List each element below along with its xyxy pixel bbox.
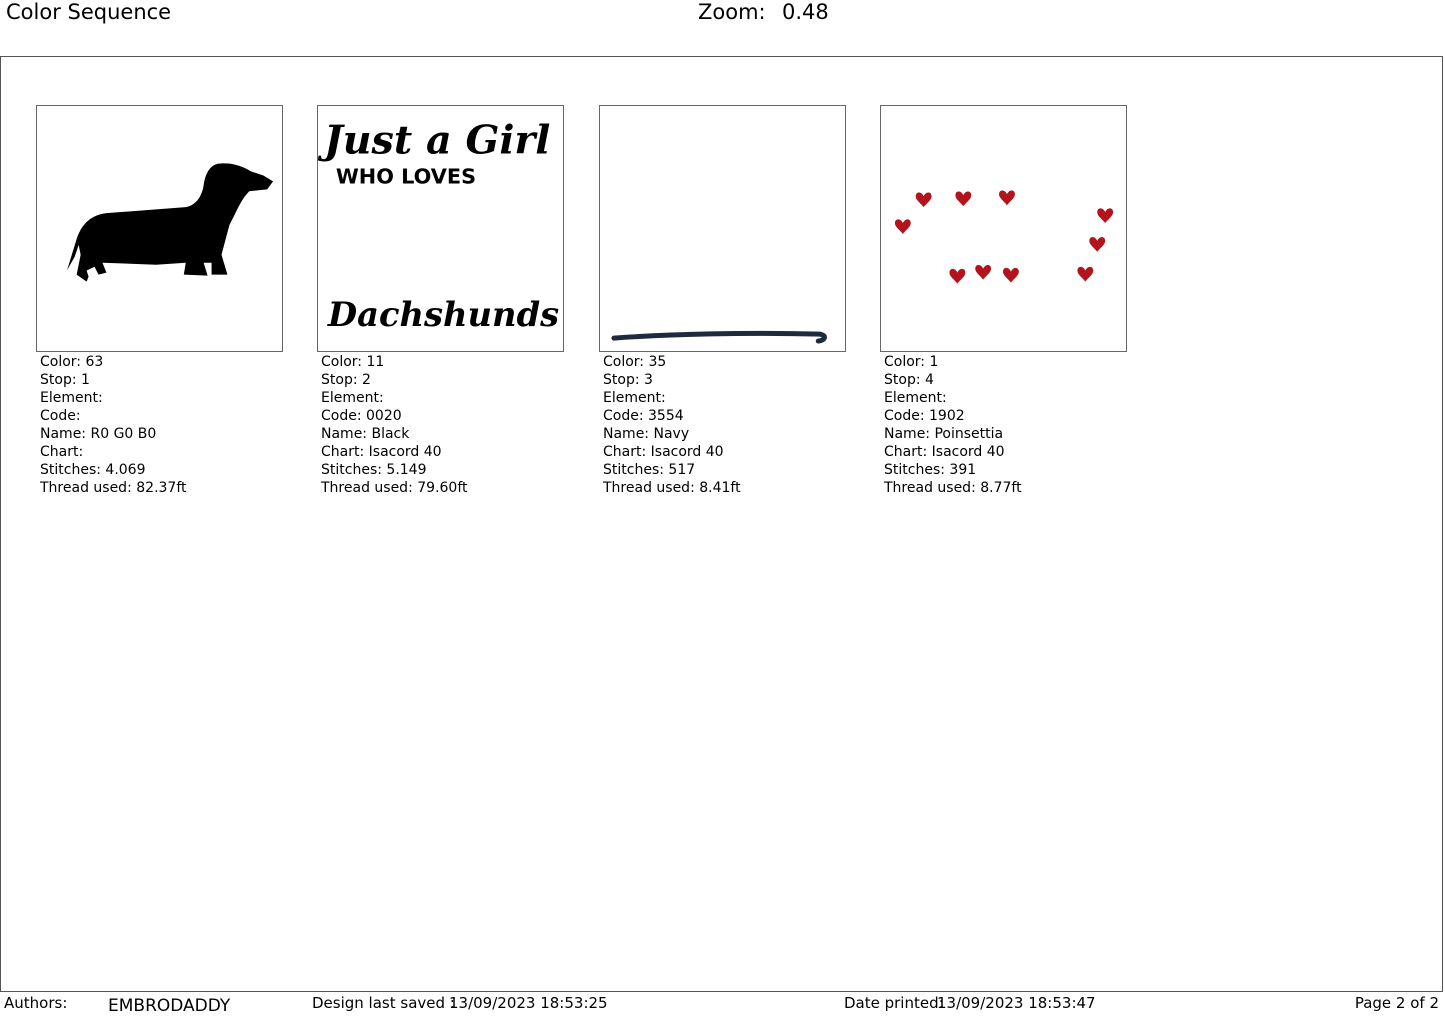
underline-stroke-icon bbox=[600, 106, 845, 351]
info-thread: Thread used: 8.77ft bbox=[884, 480, 1022, 496]
zoom-label: Zoom: bbox=[698, 0, 766, 24]
color-block-1 bbox=[36, 105, 286, 497]
lettering-icon bbox=[318, 106, 563, 351]
info-color: Color: 1 bbox=[884, 354, 939, 370]
info-color: Color: 11 bbox=[321, 354, 385, 370]
info-thread: Thread used: 79.60ft bbox=[321, 480, 468, 496]
printed-label: Date printed: bbox=[844, 994, 944, 1012]
info-name: Name: R0 G0 B0 bbox=[40, 426, 157, 442]
color-info-3 bbox=[603, 353, 849, 497]
lettering-line-3: Dachshunds bbox=[327, 294, 560, 335]
zoom-value: 0.48 bbox=[782, 0, 829, 24]
info-chart: Chart: bbox=[40, 444, 84, 460]
info-chart: Chart: Isacord 40 bbox=[603, 444, 724, 460]
info-code: Code: bbox=[40, 408, 81, 424]
info-stop: Stop: 4 bbox=[884, 372, 934, 388]
dachshund-silhouette bbox=[67, 163, 273, 281]
info-thread: Thread used: 8.41ft bbox=[603, 480, 741, 496]
info-stop: Stop: 3 bbox=[603, 372, 653, 388]
info-chart: Chart: Isacord 40 bbox=[884, 444, 1005, 460]
printed-value: 13/09/2023 18:53:47 bbox=[937, 994, 1096, 1012]
heart-icon bbox=[1003, 268, 1019, 283]
color-block-2 bbox=[317, 105, 567, 497]
info-element: Element: bbox=[40, 390, 103, 406]
thumbnail-1 bbox=[36, 105, 283, 352]
info-name: Name: Black bbox=[321, 426, 410, 442]
info-stitches: Stitches: 5.149 bbox=[321, 462, 427, 478]
info-code: Code: 1902 bbox=[884, 408, 965, 424]
info-stitches: Stitches: 4.069 bbox=[40, 462, 146, 478]
thumbnail-3 bbox=[599, 105, 846, 352]
heart-icon bbox=[999, 191, 1015, 206]
heart-icon bbox=[949, 269, 965, 284]
saved-value: 13/09/2023 18:53:25 bbox=[449, 994, 608, 1012]
info-thread: Thread used: 82.37ft bbox=[40, 480, 187, 496]
heart-icon bbox=[1077, 267, 1093, 282]
info-stop: Stop: 1 bbox=[40, 372, 90, 388]
saved-label: Design last saved : bbox=[312, 994, 455, 1012]
thumbnail-4 bbox=[880, 105, 1127, 352]
info-name: Name: Navy bbox=[603, 426, 690, 442]
heart-icon bbox=[955, 192, 971, 207]
heart-icon bbox=[1097, 208, 1113, 223]
thumbnail-2 bbox=[317, 105, 564, 352]
authors-label: Authors: bbox=[4, 994, 68, 1012]
info-code: Code: 3554 bbox=[603, 408, 684, 424]
color-block-3 bbox=[599, 105, 849, 497]
authors-value: EMBRODADDY bbox=[108, 996, 231, 1016]
color-info-2 bbox=[321, 353, 567, 497]
color-info-4 bbox=[884, 353, 1130, 497]
heart-icon bbox=[975, 265, 991, 280]
info-element: Element: bbox=[884, 390, 947, 406]
info-stitches: Stitches: 517 bbox=[603, 462, 696, 478]
info-name: Name: Poinsettia bbox=[884, 426, 1004, 442]
color-info-1 bbox=[40, 353, 286, 497]
page-footer bbox=[0, 992, 1445, 1018]
page-number: Page 2 of 2 bbox=[1354, 994, 1439, 1012]
info-element: Element: bbox=[603, 390, 666, 406]
color-block-4 bbox=[880, 105, 1130, 497]
info-code: Code: 0020 bbox=[321, 408, 402, 424]
info-color: Color: 35 bbox=[603, 354, 667, 370]
heart-icon bbox=[916, 193, 932, 208]
underline-stroke bbox=[614, 333, 825, 341]
hearts-icon bbox=[881, 106, 1126, 351]
info-stitches: Stitches: 391 bbox=[884, 462, 977, 478]
heart-icon bbox=[1089, 237, 1105, 252]
info-color: Color: 63 bbox=[40, 354, 104, 370]
heart-icon bbox=[895, 219, 911, 234]
info-chart: Chart: Isacord 40 bbox=[321, 444, 442, 460]
lettering-line-1: Just a Girl bbox=[323, 117, 551, 164]
dachshund-icon bbox=[37, 106, 282, 351]
page-title: Color Sequence bbox=[6, 0, 172, 24]
info-stop: Stop: 2 bbox=[321, 372, 371, 388]
lettering-line-2: WHO LOVES bbox=[335, 164, 477, 189]
info-element: Element: bbox=[321, 390, 384, 406]
